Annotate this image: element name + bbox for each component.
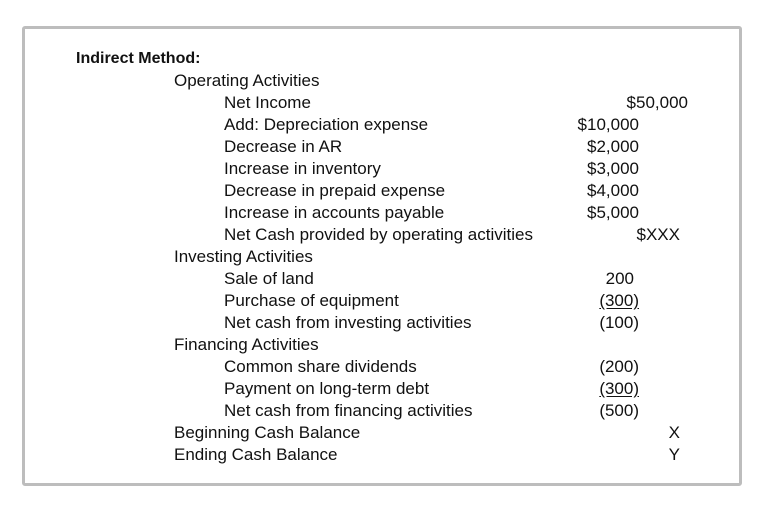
depreciation-label: Add: Depreciation expense xyxy=(224,115,429,134)
purchase-equipment-value: (300) xyxy=(599,291,639,310)
increase-inventory-value: $3,000 xyxy=(587,159,639,178)
dividends-value: (200) xyxy=(599,357,639,376)
decrease-prepaid-label: Decrease in prepaid expense xyxy=(224,181,446,200)
ending-cash-value: Y xyxy=(668,445,680,464)
net-income-value: $50,000 xyxy=(626,93,688,112)
dividends-label: Common share dividends xyxy=(224,357,417,376)
operating-net-cash-value: $XXX xyxy=(636,225,680,244)
depreciation-value: $10,000 xyxy=(577,115,639,134)
sale-land-value: 200 xyxy=(605,269,634,288)
financing-heading: Financing Activities xyxy=(174,335,319,354)
decrease-ar-label: Decrease in AR xyxy=(224,137,343,156)
beginning-cash-label: Beginning Cash Balance xyxy=(174,423,361,442)
investing-heading: Investing Activities xyxy=(174,247,313,266)
operating-heading: Operating Activities xyxy=(174,71,320,90)
financing-net-cash-value: (500) xyxy=(599,401,639,420)
net-income-label: Net Income xyxy=(224,93,311,112)
operating-net-cash-label: Net Cash provided by operating activities xyxy=(224,225,533,244)
ending-cash-label: Ending Cash Balance xyxy=(174,445,338,464)
decrease-ar-value: $2,000 xyxy=(587,137,639,156)
beginning-cash-value: X xyxy=(668,423,680,442)
decrease-prepaid-value: $4,000 xyxy=(587,181,639,200)
investing-net-cash-label: Net cash from investing activities xyxy=(224,313,472,332)
investing-net-cash-value: (100) xyxy=(599,313,639,332)
debt-payment-label: Payment on long-term debt xyxy=(224,379,430,398)
increase-ap-value: $5,000 xyxy=(587,203,639,222)
debt-payment-value: (300) xyxy=(599,379,639,398)
increase-inventory-label: Increase in inventory xyxy=(224,159,381,178)
financing-net-cash-label: Net cash from financing activities xyxy=(224,401,473,420)
purchase-equipment-label: Purchase of equipment xyxy=(224,291,399,310)
increase-ap-label: Increase in accounts payable xyxy=(224,203,445,222)
sale-land-label: Sale of land xyxy=(224,269,314,288)
statement-title: Indirect Method: xyxy=(76,50,201,67)
